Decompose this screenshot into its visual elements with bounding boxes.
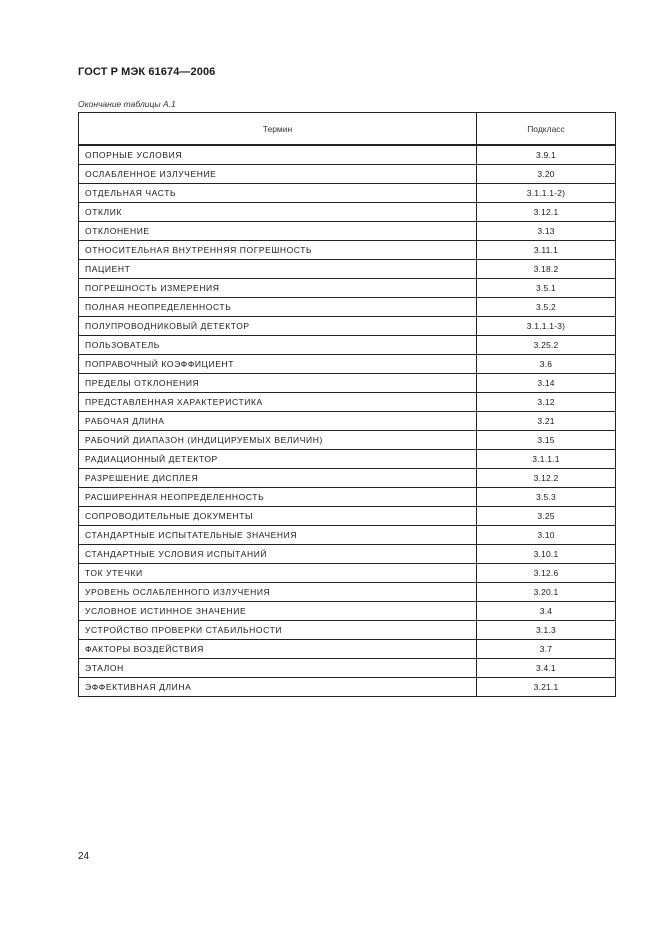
term-cell: ЭФФЕКТИВНАЯ ДЛИНА [79, 678, 477, 697]
term-cell: СОПРОВОДИТЕЛЬНЫЕ ДОКУМЕНТЫ [79, 507, 477, 526]
table-row [79, 545, 616, 564]
term-cell: ПРЕДСТАВЛЕННАЯ ХАРАКТЕРИСТИКА [79, 393, 477, 412]
table-row [79, 145, 616, 165]
subclause-cell: 3.5.3 [477, 488, 616, 507]
term-cell: ОТНОСИТЕЛЬНАЯ ВНУТРЕННЯЯ ПОГРЕШНОСТЬ [79, 241, 477, 260]
term-cell: УСТРОЙСТВО ПРОВЕРКИ СТАБИЛЬНОСТИ [79, 621, 477, 640]
table-caption: Окончание таблицы А.1 [78, 99, 176, 109]
table-row [79, 374, 616, 393]
table-row [79, 526, 616, 545]
table-row [79, 355, 616, 374]
table-row [79, 564, 616, 583]
table-row [79, 298, 616, 317]
subclause-cell: 3.1.1.1-2) [477, 184, 616, 203]
table-row [79, 431, 616, 450]
term-cell: ОСЛАБЛЕННОЕ ИЗЛУЧЕНИЕ [79, 165, 477, 184]
term-cell: УСЛОВНОЕ ИСТИННОЕ ЗНАЧЕНИЕ [79, 602, 477, 621]
subclause-cell: 3.18.2 [477, 260, 616, 279]
term-cell: РАБОЧИЙ ДИАПАЗОН (ИНДИЦИРУЕМЫХ ВЕЛИЧИН) [79, 431, 477, 450]
subclause-cell: 3.25.2 [477, 336, 616, 355]
table-row [79, 279, 616, 298]
term-cell: ОТДЕЛЬНАЯ ЧАСТЬ [79, 184, 477, 203]
term-cell: ПОЛУПРОВОДНИКОВЫЙ ДЕТЕКТОР [79, 317, 477, 336]
term-cell: ПОПРАВОЧНЫЙ КОЭФФИЦИЕНТ [79, 355, 477, 374]
subclause-cell: 3.12.2 [477, 469, 616, 488]
term-cell: УРОВЕНЬ ОСЛАБЛЕННОГО ИЗЛУЧЕНИЯ [79, 583, 477, 602]
table-row [79, 222, 616, 241]
term-cell: ПРЕДЕЛЫ ОТКЛОНЕНИЯ [79, 374, 477, 393]
table-row [79, 203, 616, 222]
table-row [79, 241, 616, 260]
subclause-cell: 3.25 [477, 507, 616, 526]
table-row [79, 507, 616, 526]
subclause-cell: 3.14 [477, 374, 616, 393]
subclause-cell: 3.10.1 [477, 545, 616, 564]
subclause-cell: 3.4.1 [477, 659, 616, 678]
term-cell: ТОК УТЕЧКИ [79, 564, 477, 583]
page-number: 24 [78, 851, 90, 862]
column-header-subclause: Подкласс [477, 113, 616, 146]
table-row [79, 621, 616, 640]
table-row [79, 317, 616, 336]
table-row [79, 336, 616, 355]
subclause-cell: 3.9.1 [477, 145, 616, 165]
table-body [79, 145, 616, 697]
table-row [79, 450, 616, 469]
terms-table [78, 112, 616, 697]
document-header: ГОСТ Р МЭК 61674—2006 [78, 66, 216, 78]
subclause-cell: 3.7 [477, 640, 616, 659]
term-cell: ФАКТОРЫ ВОЗДЕЙСТВИЯ [79, 640, 477, 659]
table-row [79, 184, 616, 203]
table-row [79, 260, 616, 279]
subclause-cell: 3.12.1 [477, 203, 616, 222]
subclause-cell: 3.12 [477, 393, 616, 412]
column-header-term: Термин [79, 113, 477, 146]
table-header-row [79, 113, 616, 146]
table-row [79, 393, 616, 412]
table-row [79, 659, 616, 678]
table-row [79, 583, 616, 602]
subclause-cell: 3.6 [477, 355, 616, 374]
term-cell: ОТКЛИК [79, 203, 477, 222]
subclause-cell: 3.21.1 [477, 678, 616, 697]
term-cell: РАЗРЕШЕНИЕ ДИСПЛЕЯ [79, 469, 477, 488]
subclause-cell: 3.11.1 [477, 241, 616, 260]
table-row [79, 488, 616, 507]
subclause-cell: 3.1.1.1 [477, 450, 616, 469]
subclause-cell: 3.13 [477, 222, 616, 241]
subclause-cell: 3.20 [477, 165, 616, 184]
subclause-cell: 3.5.1 [477, 279, 616, 298]
table-row [79, 678, 616, 697]
table-row [79, 165, 616, 184]
subclause-cell: 3.15 [477, 431, 616, 450]
subclause-cell: 3.1.1.1-3) [477, 317, 616, 336]
term-cell: ПАЦИЕНТ [79, 260, 477, 279]
term-cell: ПОЛНАЯ НЕОПРЕДЕЛЕННОСТЬ [79, 298, 477, 317]
subclause-cell: 3.21 [477, 412, 616, 431]
term-cell: РАБОЧАЯ ДЛИНА [79, 412, 477, 431]
term-cell: ЭТАЛОН [79, 659, 477, 678]
subclause-cell: 3.1.3 [477, 621, 616, 640]
subclause-cell: 3.12.6 [477, 564, 616, 583]
term-cell: РАСШИРЕННАЯ НЕОПРЕДЕЛЕННОСТЬ [79, 488, 477, 507]
table-row [79, 469, 616, 488]
term-cell: ПОГРЕШНОСТЬ ИЗМЕРЕНИЯ [79, 279, 477, 298]
term-cell: ОТКЛОНЕНИЕ [79, 222, 477, 241]
subclause-cell: 3.5.2 [477, 298, 616, 317]
term-cell: ПОЛЬЗОВАТЕЛЬ [79, 336, 477, 355]
term-cell: ОПОРНЫЕ УСЛОВИЯ [79, 145, 477, 165]
table-row [79, 412, 616, 431]
term-cell: СТАНДАРТНЫЕ ИСПЫТАТЕЛЬНЫЕ ЗНАЧЕНИЯ [79, 526, 477, 545]
table-row [79, 640, 616, 659]
subclause-cell: 3.4 [477, 602, 616, 621]
subclause-cell: 3.10 [477, 526, 616, 545]
table-row [79, 602, 616, 621]
term-cell: РАДИАЦИОННЫЙ ДЕТЕКТОР [79, 450, 477, 469]
subclause-cell: 3.20.1 [477, 583, 616, 602]
term-cell: СТАНДАРТНЫЕ УСЛОВИЯ ИСПЫТАНИЙ [79, 545, 477, 564]
